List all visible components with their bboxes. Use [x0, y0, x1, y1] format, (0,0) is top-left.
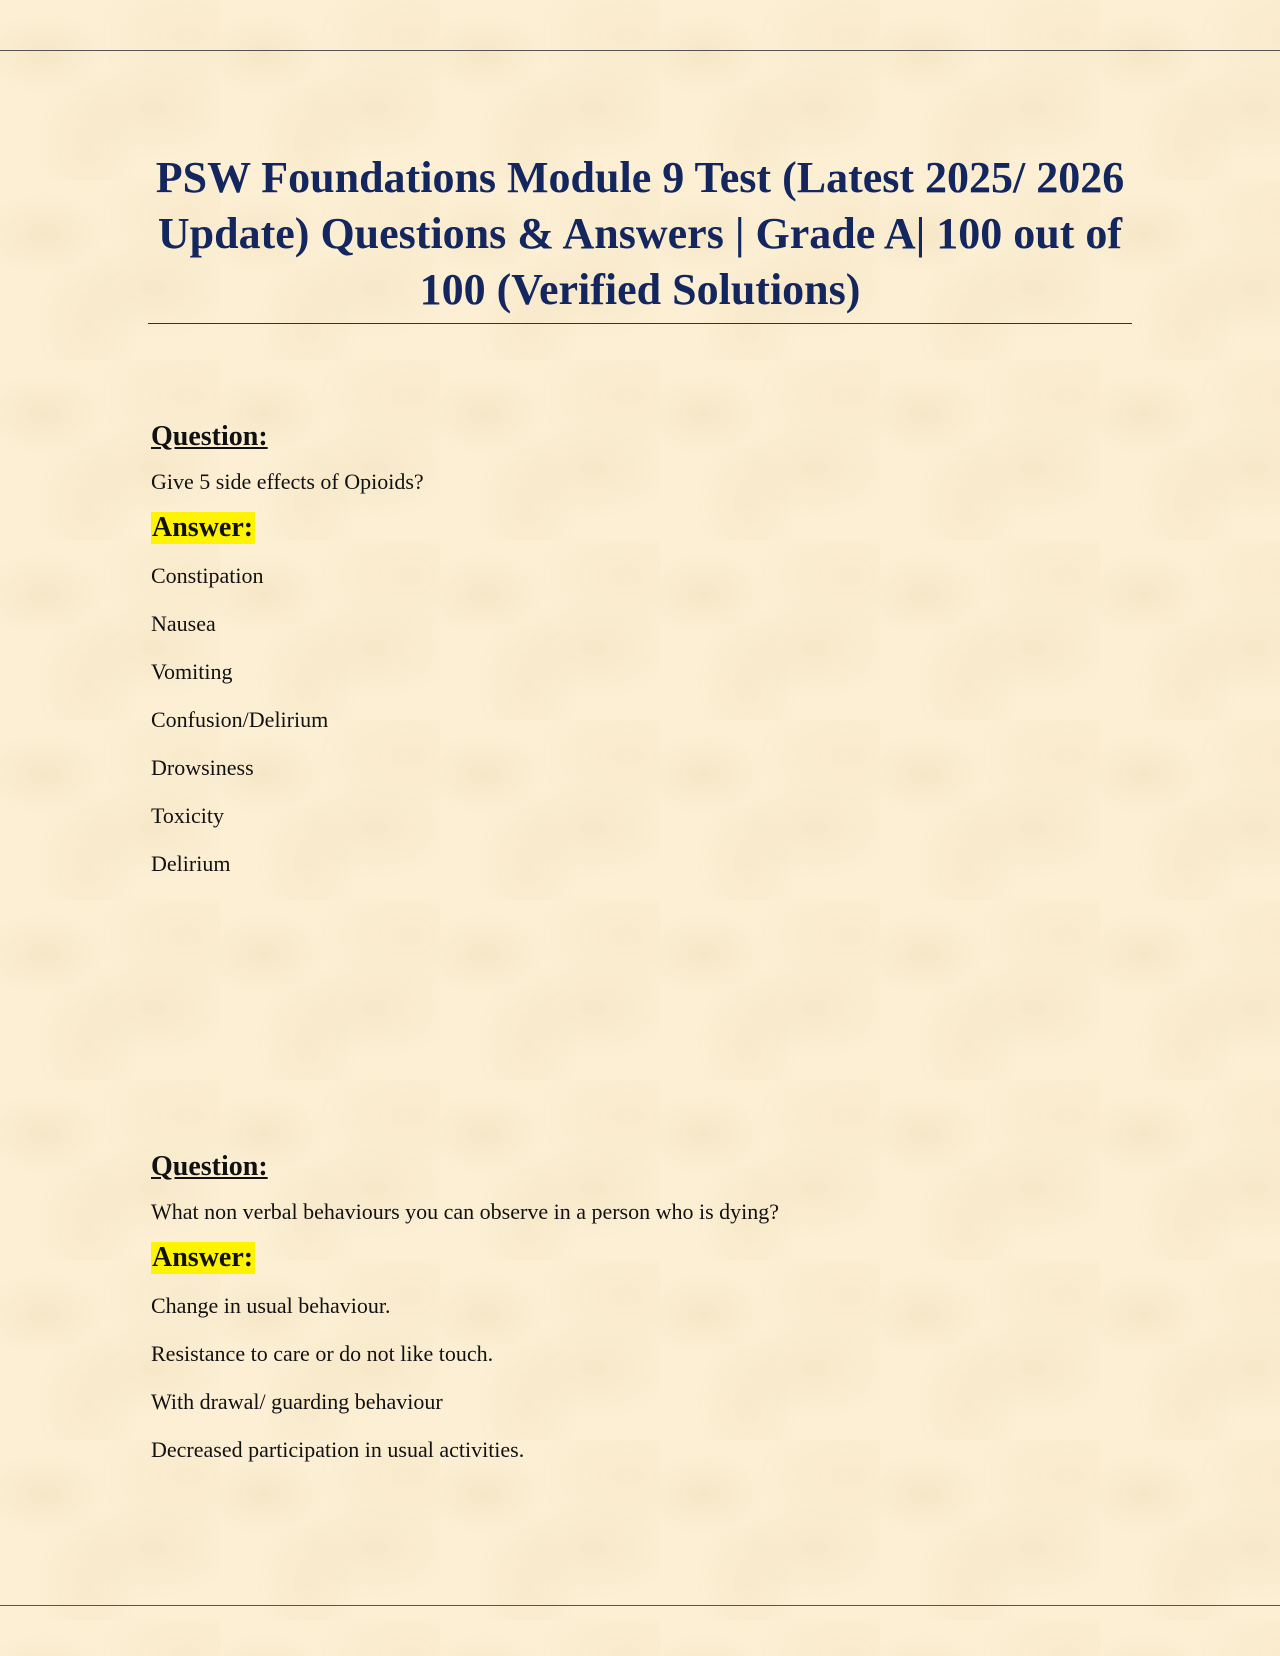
question-label: Question:	[151, 421, 268, 452]
title-underline	[148, 323, 1132, 324]
answer-item: Confusion/Delirium	[151, 707, 329, 732]
page-top-rule	[0, 50, 1280, 51]
answer-item: Decreased participation in usual activities.	[151, 1437, 525, 1462]
page-bottom-rule	[0, 1605, 1280, 1606]
answer-item: Vomiting	[151, 659, 233, 684]
answer-item: Change in usual behaviour.	[151, 1293, 391, 1318]
qa-block-2	[151, 1150, 1151, 1474]
question-text: Give 5 side effects of Opioids?	[151, 469, 424, 494]
title-block	[148, 150, 1132, 318]
answer-list	[151, 552, 1151, 888]
answer-item: Delirium	[151, 851, 231, 876]
document-title: PSW Foundations Module 9 Test (Latest 2025/ 2026 Update) Questions & Answers | Grade A| 100 out of 100 (Verified Solutions)	[155, 153, 1125, 314]
question-text: What non verbal behaviours you can observe in a person who is dying?	[151, 1199, 780, 1224]
qa-block-1	[151, 420, 1151, 888]
answer-label: Answer:	[152, 1242, 254, 1273]
answer-item: Constipation	[151, 563, 264, 588]
answer-item: With drawal/ guarding behaviour	[151, 1389, 443, 1414]
answer-item: Resistance to care or do not like touch.	[151, 1341, 494, 1366]
answer-item: Toxicity	[151, 803, 225, 828]
answer-item: Drowsiness	[151, 755, 254, 780]
answer-label: Answer:	[152, 512, 254, 543]
question-label: Question:	[151, 1151, 268, 1182]
answer-list	[151, 1282, 1151, 1474]
answer-item: Nausea	[151, 611, 216, 636]
